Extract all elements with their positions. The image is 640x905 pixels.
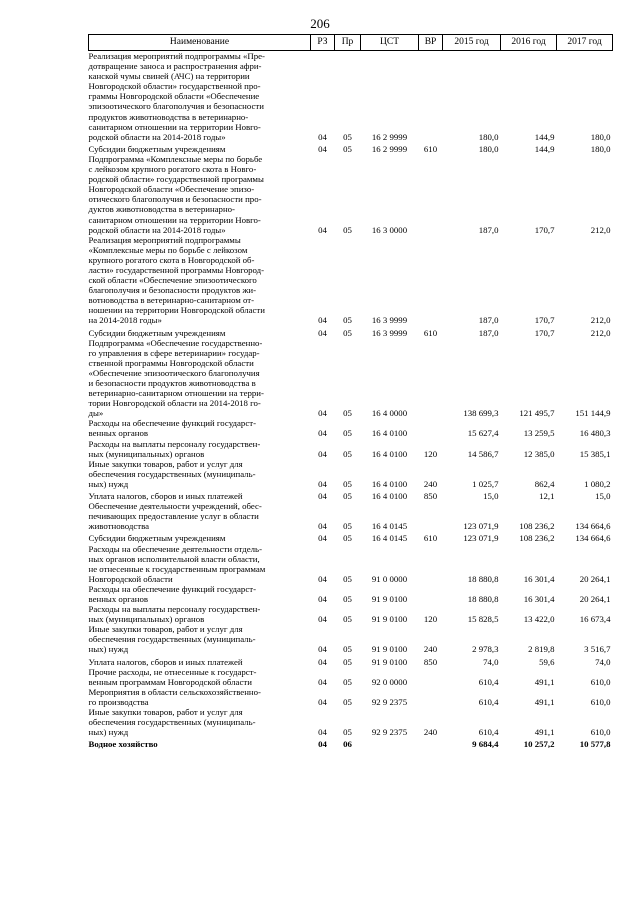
table-row [89,584,613,604]
row-pr: 05 [343,676,352,687]
row-value-2015: 9 684,4 [472,739,499,750]
row-name [89,154,311,235]
row-value-2017: 15 385,1 [579,448,611,459]
row-name-line: на 2014-2018 годы» [88,315,162,326]
row-rz: 04 [318,533,327,544]
row-name-line: санитарном отношении на территории Новго- [88,214,261,225]
row-vr [419,154,443,235]
row-vr: 610 [423,143,438,154]
row-name-line: ных) нужд [88,478,129,489]
row-cst: 91 9 0100 [371,593,408,604]
row-name-line: Расходы на обеспечение функций государст- [88,418,256,429]
row-value-2015: 187,0 [478,327,499,338]
table-row [89,667,613,687]
row-value-2017: 134 664,6 [575,533,611,544]
row-value-2016: 108 236,2 [519,521,555,532]
row-value-2015: 610,4 [478,696,499,707]
row-value-2017: 1 080,2 [584,478,611,489]
row-name-line: Расходы на выплаты персоналу государствен- [88,438,261,449]
row-pr: 05 [343,521,352,532]
table-row [89,737,613,749]
row-name-line: тории Новгородской области на 2014-2018 го- [88,398,261,409]
row-value-2016: 2 819,8 [528,644,555,655]
row-pr: 05 [343,644,352,655]
row-value-2017: 3 516,7 [584,644,611,655]
row-cst: 16 4 0145 [371,521,408,532]
row-pr: 05 [343,478,352,489]
row-name-line: обеспечения государственных (муниципаль- [88,634,256,645]
row-rz: 04 [318,448,327,459]
table-row [89,326,613,338]
table-header-row [89,35,613,51]
row-value-2017: 16 673,4 [579,614,611,625]
row-pr: 05 [343,448,352,459]
row-rz: 04 [318,327,327,338]
row-value-2017: 134 664,6 [575,521,611,532]
row-value-2015: 123 071,9 [463,521,499,532]
row-rz: 04 [318,131,327,142]
table-row [89,235,613,326]
table-row [89,459,613,489]
row-name-line: Субсидии бюджетным учреждениям [88,533,226,544]
table-row [89,655,613,667]
row-value-2015: 187,0 [478,315,499,326]
row-vr: 850 [423,656,438,667]
row-name [89,667,311,687]
row-name [89,737,311,749]
header-pr: Пр [335,35,361,51]
row-value-2016: 170,7 [534,224,555,235]
row-value-2015: 18 880,8 [467,573,499,584]
row-name [89,655,311,667]
row-cst: 16 3 9999 [371,315,408,326]
row-name [89,687,311,707]
table-row [89,604,613,624]
row-cst: 16 4 0100 [371,428,408,439]
row-name [89,604,311,624]
row-name-line: крупного рогатого скота в Новгородской об- [88,254,255,265]
row-cst: 91 9 0100 [371,656,408,667]
row-name-line: Уплата налогов, сборов и иных платежей [88,656,243,667]
row-rz: 04 [318,696,327,707]
row-name-line: ственной программы Новгородской области [88,357,254,368]
row-cst: 16 2 9999 [371,131,408,142]
row-pr: 05 [343,573,352,584]
row-value-2016: 144,9 [534,131,555,142]
table-row [89,531,613,543]
row-value-2016: 862,4 [534,478,555,489]
row-name-line: отического благополучия и безопасности про- [88,194,262,205]
row-value-2017: 20 264,1 [579,573,611,584]
table-body [89,51,613,750]
row-name-line: го управления в сфере ветеринарии» государ- [88,347,260,358]
row-name-line: ных (муниципальных) органов [88,614,205,625]
row-pr: 05 [343,533,352,544]
table-row [89,489,613,501]
header-2016: 2016 год [501,35,557,51]
row-value-2017: 610,0 [590,696,611,707]
row-cst: 92 9 2375 [371,696,408,707]
row-name-line: Новгородской области [88,573,173,584]
table-row [89,418,613,438]
row-name [89,326,311,338]
row-value-2017: 212,0 [590,224,611,235]
row-cst [361,737,419,749]
row-name-line: «Обеспечение эпизоотического благополучия [88,367,260,378]
row-cst: 16 3 0000 [371,224,408,235]
row-cst: 16 4 0145 [371,533,408,544]
table-row [89,687,613,707]
row-name-line: ветеринарно-санитарном отношении на терри- [88,388,264,399]
row-name-line: обеспечения государственных (муниципаль- [88,717,256,728]
row-value-2015: 14 586,7 [467,448,499,459]
table-row [89,51,613,142]
row-value-2016: 13 259,5 [523,428,555,439]
row-name-line: Подпрограмма «Обеспечение государственно- [88,337,263,348]
header-rz: РЗ [311,35,335,51]
row-pr: 05 [343,327,352,338]
row-name [89,489,311,501]
row-value-2015: 18 880,8 [467,593,499,604]
row-rz: 04 [318,478,327,489]
row-rz: 04 [318,491,327,502]
row-rz: 04 [318,143,327,154]
row-value-2016: 144,9 [534,143,555,154]
row-name-line: благополучия и безопасности продуктов жи- [88,285,257,296]
row-value-2017: 610,0 [590,727,611,738]
table-row [89,544,613,584]
page-number: 206 [310,16,330,31]
row-pr: 05 [343,696,352,707]
row-name-line: ных) нужд [88,644,129,655]
row-rz: 04 [318,521,327,532]
row-name-line: родской области» государственной программы [88,174,264,185]
row-value-2016: 10 257,2 [523,739,555,750]
row-value-2015: 123 071,9 [463,533,499,544]
row-rz: 04 [318,315,327,326]
row-name-line: ных органов исполнительной власти области, [88,553,260,564]
row-value-2015: 180,0 [478,143,499,154]
row-vr [419,51,443,142]
row-value-2016: 12 385,0 [523,448,555,459]
row-name-line: дуктов животноводства в ветеринарно- [88,204,235,215]
row-value-2015: 15 828,5 [467,614,499,625]
row-name-line: ды» [88,408,104,419]
row-vr [419,584,443,604]
row-name-line: печивающих предоставление услуг в области [88,511,259,522]
table-row [89,142,613,154]
row-cst: 16 4 0000 [371,408,408,419]
row-pr: 05 [343,727,352,738]
row-value-2017: 212,0 [590,327,611,338]
row-name-line: ской области «Обеспечение эпизоотического [88,275,257,286]
row-value-2016: 121 495,7 [519,408,555,419]
row-rz: 04 [318,408,327,419]
row-name-line: Иные закупки товаров, работ и услуг для [88,707,243,717]
row-pr: 05 [343,315,352,326]
row-vr [419,687,443,707]
row-value-2017: 212,0 [590,315,611,326]
row-pr: 05 [343,593,352,604]
row-value-2015: 187,0 [478,224,499,235]
row-value-2015: 1 025,7 [472,478,499,489]
row-value-2017: 10 577,8 [579,739,611,750]
row-cst: 16 4 0100 [371,448,408,459]
row-name-line: венных органов [88,593,148,604]
row-rz: 04 [318,727,327,738]
row-name-line: и безопасности продуктов животноводства в [88,378,256,388]
row-name-line: санитарном отношении на территории Новго- [88,121,261,132]
row-name-line: Реализация мероприятий подпрограммы «Пре- [88,51,265,61]
row-name-line: Новгородской области» государственной про- [88,81,261,92]
row-name-line: не отнесенные к государственным программам [88,563,266,574]
row-pr: 05 [343,224,352,235]
row-name-line: ных) нужд [88,727,129,738]
row-value-2015: 138 699,3 [463,408,499,419]
row-vr: 240 [423,478,438,489]
row-name-line: Реализация мероприятий подпрограммы [88,234,241,245]
row-name [89,51,311,142]
table-row [89,624,613,654]
row-value-2015: 610,4 [478,727,499,738]
row-value-2017: 180,0 [590,143,611,154]
row-name-line: родской области на 2014-2018 годы» [88,224,226,235]
row-rz: 04 [318,224,327,235]
row-value-2015: 74,0 [483,656,499,667]
row-value-2016: 491,1 [534,696,555,707]
row-pr: 05 [343,614,352,625]
row-cst: 16 3 9999 [371,327,408,338]
row-name-line: ласти» государственной программы Новгород- [88,264,265,275]
row-rz: 04 [318,656,327,667]
row-name [89,544,311,584]
row-pr: 05 [343,656,352,667]
header-cst: ЦСТ [361,35,419,51]
header-2015: 2015 год [443,35,501,51]
row-vr [419,418,443,438]
row-name-line: продуктов животноводства в ветеринарно- [88,111,249,122]
row-cst: 16 4 0100 [371,491,408,502]
row-cst: 91 0 0000 [371,573,408,584]
row-name-line: ношении на территории Новгородской области [88,305,265,316]
row-vr [419,501,443,531]
row-name-line: Субсидии бюджетным учреждениям [88,143,226,154]
row-name-line: го производства [88,696,149,707]
row-value-2015: 2 978,3 [472,644,499,655]
row-name [89,459,311,489]
row-pr: 05 [343,491,352,502]
row-pr: 05 [343,408,352,419]
row-cst: 92 0 0000 [371,676,408,687]
row-vr [419,737,443,749]
row-name-line: Новгородской области «Обеспечение эпизо- [88,184,255,195]
row-value-2017: 16 480,3 [579,428,611,439]
row-name-line: родской области на 2014-2018 годы» [88,131,226,142]
row-value-2017: 610,0 [590,676,611,687]
row-value-2016: 16 301,4 [523,573,555,584]
header-2017: 2017 год [557,35,613,51]
row-value-2016: 16 301,4 [523,593,555,604]
row-vr [419,235,443,326]
row-cst: 91 9 0100 [371,614,408,625]
row-name-line: обеспечения государственных (муниципаль- [88,468,256,479]
budget-table [88,34,613,749]
row-value-2016: 59,6 [539,656,555,667]
row-vr: 120 [423,448,438,459]
row-cst: 16 2 9999 [371,143,408,154]
row-vr [419,338,443,419]
row-value-2015: 15 627,4 [467,428,499,439]
row-name [89,584,311,604]
row-name-line: вотноводства в ветеринарно-санитарном от- [88,295,255,306]
row-vr: 610 [423,533,438,544]
row-vr [419,667,443,687]
row-rz: 04 [318,739,327,750]
row-name-line: животноводства [88,521,150,532]
row-value-2016: 13 422,0 [523,614,555,625]
row-name [89,531,311,543]
row-value-2017: 15,0 [595,491,611,502]
row-name [89,142,311,154]
row-name [89,418,311,438]
row-vr: 850 [423,491,438,502]
row-name-line: канской чумы свиней (АЧС) на территории [88,71,250,82]
row-name-line: Расходы на обеспечение деятельности отдель- [88,543,262,554]
table-row [89,501,613,531]
row-name-line: Иные закупки товаров, работ и услуг для [88,624,243,635]
row-value-2016: 108 236,2 [519,533,555,544]
row-rz: 04 [318,676,327,687]
row-value-2017: 74,0 [595,656,611,667]
row-name-line: Подпрограмма «Комплексные меры по борьбе [88,153,263,164]
row-cst: 91 9 0100 [371,644,408,655]
row-value-2016: 491,1 [534,676,555,687]
table-row [89,338,613,419]
row-value-2016: 170,7 [534,327,555,338]
row-rz: 04 [318,614,327,625]
row-vr: 610 [423,327,438,338]
row-value-2017: 151 144,9 [575,408,611,419]
row-name-line: Водное хозяйство [88,739,158,750]
row-name-line: Иные закупки товаров, работ и услуг для [88,458,243,469]
row-name-line: Обеспечение деятельности учреждений, обес- [88,501,262,512]
row-name-line: ных (муниципальных) органов [88,448,205,459]
row-rz: 04 [318,593,327,604]
row-name-line: эпизоотического благополучия и безопасности [88,101,264,112]
row-name-line: Мероприятия в области сельскохозяйственно- [88,686,261,697]
row-value-2017: 180,0 [590,131,611,142]
row-cst: 16 4 0100 [371,478,408,489]
row-pr: 05 [343,131,352,142]
row-name-line: «Комплексные меры по борьбе с лейкозом [88,244,248,255]
row-rz: 04 [318,573,327,584]
row-value-2016: 12,1 [539,491,555,502]
row-name-line: Субсидии бюджетным учреждениям [88,327,226,338]
row-name [89,338,311,419]
row-name [89,707,311,737]
row-rz: 04 [318,428,327,439]
header-name: Наименование [89,35,311,51]
row-value-2016: 491,1 [534,727,555,738]
table-row [89,154,613,235]
row-name-line: венных органов [88,428,148,439]
row-value-2016: 170,7 [534,315,555,326]
row-vr: 120 [423,614,438,625]
row-pr: 06 [343,739,352,750]
row-pr: 05 [343,428,352,439]
row-vr: 240 [423,644,438,655]
table-row [89,707,613,737]
row-pr: 05 [343,143,352,154]
row-cst: 92 9 2375 [371,727,408,738]
row-value-2015: 610,4 [478,676,499,687]
row-vr: 240 [423,727,438,738]
row-name-line: Прочие расходы, не отнесенные к государст- [88,666,257,677]
row-name-line: Расходы на обеспечение функций государст- [88,583,256,594]
row-name-line: дотвращение заноса и распространения афри- [88,61,262,72]
row-value-2015: 180,0 [478,131,499,142]
table-row [89,439,613,459]
row-rz: 04 [318,644,327,655]
row-name [89,439,311,459]
row-name-line: граммы Новгородской области «Обеспечение [88,91,260,102]
header-vr: ВР [419,35,443,51]
row-name-line: венным программам Новгородской области [88,676,252,687]
row-vr [419,544,443,584]
row-value-2015: 15,0 [483,491,499,502]
row-name-line: Уплата налогов, сборов и иных платежей [88,491,243,502]
row-value-2017: 20 264,1 [579,593,611,604]
row-name-line: с лейкозом крупного рогатого скота в Новго- [88,164,257,175]
row-name-line: Расходы на выплаты персоналу государствен- [88,604,261,615]
row-name [89,501,311,531]
row-name [89,235,311,326]
row-name [89,624,311,654]
